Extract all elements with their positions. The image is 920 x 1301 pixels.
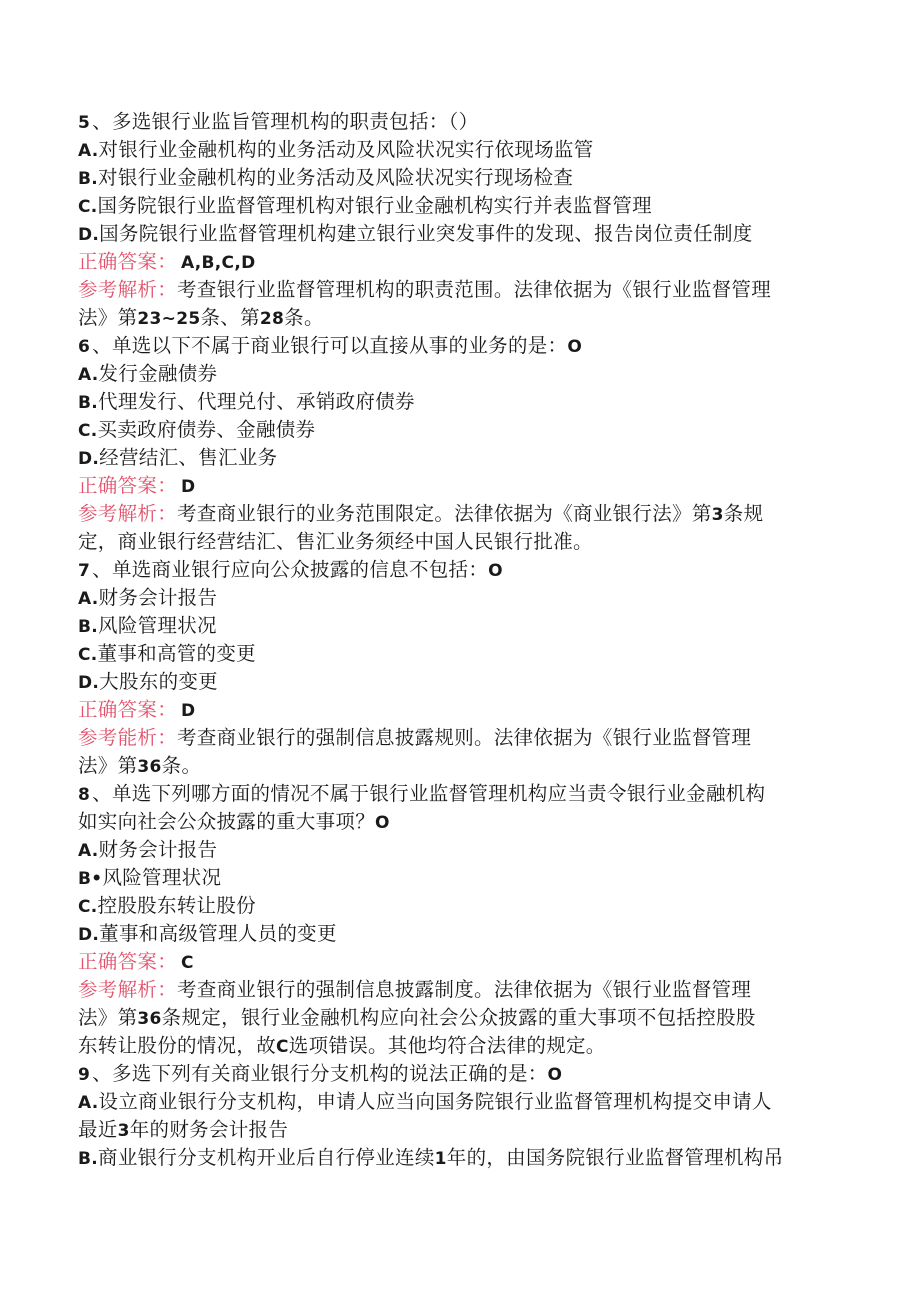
question-8-stem: 如实向社会公众披露的重大事项？O bbox=[78, 810, 390, 833]
analysis-line: 参考解析：考查商业银行的强制信息披露制度。法律依据为《银行业监督管理 bbox=[78, 978, 752, 1001]
option-d: D.董事和高级管理人员的变更 bbox=[78, 922, 337, 945]
option-c: C.董事和高管的变更 bbox=[78, 642, 256, 665]
answer-line: 正确答案： A,B,C,D bbox=[78, 250, 256, 273]
analysis-line: 东转让股份的情况，故C选项错误。其他均符合法律的规定。 bbox=[78, 1034, 606, 1057]
question-7-stem: 7 、单选商业银行应向公众披露的信息不包括：O bbox=[78, 558, 503, 581]
option-b: B.代理发行、代理兑付、承销政府债券 bbox=[78, 390, 415, 413]
analysis-line: 法》第36条。 bbox=[78, 754, 202, 777]
option-a: A.对银行业金融机构的业务活动及风险状况实行依现场监管 bbox=[78, 138, 594, 161]
answer-line: 正确答案： C bbox=[78, 950, 194, 973]
option-a-continued: 最近3年的财务会计报告 bbox=[78, 1118, 289, 1141]
option-b: B•风险管理状况 bbox=[78, 866, 222, 889]
answer-line: 正确答案： D bbox=[78, 474, 196, 497]
answer-line: 正确答案： D bbox=[78, 698, 196, 721]
analysis-line: 法》第36条规定，银行业金融机构应向社会公众披露的重大事项不包括控股股 bbox=[78, 1006, 756, 1029]
question-9-stem: 9 、多选下列有关商业银行分支机构的说法正确的是：O bbox=[78, 1062, 563, 1085]
option-b: B.对银行业金融机构的业务活动及风险状况实行现场检查 bbox=[78, 166, 574, 189]
analysis-line: 参考解析：考查银行业监督管理机构的职责范围。法律依据为《银行业监督管理 bbox=[78, 278, 772, 301]
option-b: B.风险管理状况 bbox=[78, 614, 217, 637]
option-c: C.国务院银行业监督管理机构对银行业金融机构实行并表监督管理 bbox=[78, 194, 652, 217]
analysis-line: 法》第23~25条、第28条。 bbox=[78, 306, 324, 329]
question-6-stem: 6 、单选以下不属于商业银行可以直接从事的业务的是：O bbox=[78, 334, 583, 357]
option-c: C.买卖政府债券、金融债券 bbox=[78, 418, 316, 441]
option-d: D.经营结汇、售汇业务 bbox=[78, 446, 278, 469]
question-8-stem: 8 、单选下列哪方面的情况不属于银行业监督管理机构应当责令银行业金融机构 bbox=[78, 782, 766, 805]
analysis-line: 定，商业银行经营结汇、售汇业务须经中国人民银行批准。 bbox=[78, 530, 593, 553]
option-d: D.国务院银行业监督管理机构建立银行业突发事件的发现、报告岗位责任制度 bbox=[78, 222, 753, 245]
option-a: A.设立商业银行分支机构，申请人应当向国务院银行业监督管理机构提交申请人 bbox=[78, 1090, 772, 1113]
analysis-line: 参考解析：考查商业银行的业务范围限定。法律依据为《商业银行法》第3条规 bbox=[78, 502, 764, 525]
analysis-line: 参考能析：考查商业银行的强制信息披露规则。法律依据为《银行业监督管理 bbox=[78, 726, 752, 749]
question-5-stem: 5 、多选银行业监旨管理机构的职责包括：（） bbox=[78, 110, 479, 133]
option-c: C.控股股东转让股份 bbox=[78, 894, 256, 917]
option-a: A.财务会计报告 bbox=[78, 586, 218, 609]
document-page bbox=[78, 108, 848, 1172]
option-a: A.发行金融债券 bbox=[78, 362, 218, 385]
option-d: D.大股东的变更 bbox=[78, 670, 218, 693]
option-b: B.商业银行分支机构开业后自行停业连续1年的，由国务院银行业监督管理机构吊 bbox=[78, 1146, 784, 1169]
option-a: A.财务会计报告 bbox=[78, 838, 218, 861]
